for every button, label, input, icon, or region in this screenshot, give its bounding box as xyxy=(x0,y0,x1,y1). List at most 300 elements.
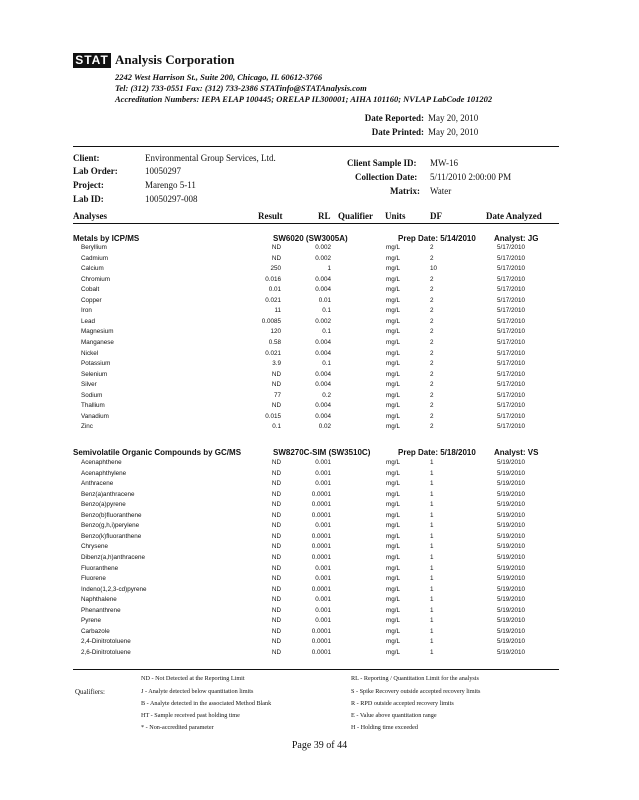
legend-e: E - Value above quantitation range xyxy=(351,712,437,719)
date-analyzed-value: 5/19/2010 xyxy=(497,469,526,477)
date-analyzed-value: 5/17/2010 xyxy=(497,412,526,420)
analyte-name: Thallium xyxy=(81,402,105,410)
df-value: 2 xyxy=(430,275,434,283)
units-value: mg/L xyxy=(386,596,400,604)
rl-value: 0.0001 xyxy=(311,543,331,551)
units-value: mg/L xyxy=(386,307,400,315)
units-value: mg/L xyxy=(386,402,400,410)
result-value: ND xyxy=(271,402,281,410)
df-value: 1 xyxy=(430,543,434,551)
date-analyzed-value: 5/17/2010 xyxy=(497,370,526,378)
df-value: 1 xyxy=(430,606,434,614)
table-row xyxy=(0,318,639,328)
result-value: ND xyxy=(271,459,281,466)
df-value: 2 xyxy=(430,423,434,431)
units-value: mg/L xyxy=(386,317,400,325)
sample-id-value: MW-16 xyxy=(430,158,458,168)
rl-value: 0.0001 xyxy=(311,490,331,498)
date-analyzed-value: 5/19/2010 xyxy=(497,627,526,635)
units-value: mg/L xyxy=(386,553,400,561)
col-qualifier: Qualifier xyxy=(338,211,373,221)
legend-nd: ND - Not Detected at the Reporting Limit xyxy=(141,675,245,682)
matrix-value: Water xyxy=(430,186,452,196)
units-value: mg/L xyxy=(386,522,400,530)
df-value: 1 xyxy=(430,564,434,572)
df-value: 1 xyxy=(430,532,434,540)
analyte-name: Acenaphthylene xyxy=(81,469,127,477)
table-row xyxy=(0,392,639,402)
rl-value: 0.004 xyxy=(315,338,331,346)
rl-value: 0.0001 xyxy=(311,511,331,519)
df-value: 1 xyxy=(430,617,434,625)
legend-b: B - Analyte detected in the associated Method Blank xyxy=(141,700,272,707)
df-value: 2 xyxy=(430,307,434,315)
result-value: 0.021 xyxy=(265,349,281,357)
svoc-prep-date: Prep Date: 5/18/2010 xyxy=(398,448,476,457)
analyte-name: Dibenz(a,h)anthracene xyxy=(81,553,146,561)
table-row xyxy=(0,328,639,338)
rl-value: 0.001 xyxy=(315,564,331,572)
analyte-name: Fluoranthene xyxy=(81,564,119,572)
result-value: ND xyxy=(271,648,281,656)
analyte-name: Chrysene xyxy=(81,543,108,551)
date-analyzed-value: 5/19/2010 xyxy=(497,575,526,583)
rl-value: 0.002 xyxy=(315,317,331,325)
df-value: 2 xyxy=(430,286,434,294)
analyte-name: Sodium xyxy=(81,391,103,399)
legend-rl: RL - Reporting / Quantitation Limit for the analysis xyxy=(351,675,479,682)
units-value: mg/L xyxy=(386,381,400,389)
result-value: 0.0085 xyxy=(261,317,281,325)
lab-order-value: 10050297 xyxy=(145,166,181,176)
table-row xyxy=(0,350,639,360)
analyte-name: Benzo(a)pyrene xyxy=(81,501,126,509)
date-analyzed-value: 5/19/2010 xyxy=(497,543,526,551)
table-row xyxy=(0,533,639,543)
legend-j: J - Analyte detected below quantitation limits xyxy=(141,688,254,695)
analyte-name: Chromium xyxy=(81,275,111,283)
df-value: 2 xyxy=(430,254,434,262)
company-name: Analysis Corporation xyxy=(115,52,235,67)
result-value: ND xyxy=(271,381,281,389)
result-value: ND xyxy=(271,617,281,625)
result-value: 0.016 xyxy=(265,275,281,283)
client-label: Client: xyxy=(73,153,100,163)
df-value: 1 xyxy=(430,490,434,498)
lab-id-value: 10050297-008 xyxy=(145,194,198,204)
rl-value: 0.1 xyxy=(322,307,331,315)
units-value: mg/L xyxy=(386,265,400,273)
date-analyzed-value: 5/17/2010 xyxy=(497,254,526,262)
rl-value: 0.02 xyxy=(318,423,331,431)
rl-value: 0.004 xyxy=(315,275,331,283)
date-analyzed-value: 5/17/2010 xyxy=(497,391,526,399)
df-value: 2 xyxy=(430,349,434,357)
date-analyzed-value: 5/19/2010 xyxy=(497,553,526,561)
analyte-name: Beryllium xyxy=(81,244,107,251)
analyte-name: Carbazole xyxy=(81,627,110,635)
rl-value: 0.0001 xyxy=(311,638,331,646)
units-value: mg/L xyxy=(386,511,400,519)
legend-s: S - Spike Recovery outside accepted recovery limits xyxy=(351,688,481,695)
analyte-name: Magnesium xyxy=(81,328,114,336)
company-address: 2242 West Harrison St., Suite 200, Chicago, IL 60612-3766 xyxy=(115,72,323,82)
analyte-name: Indeno(1,2,3-cd)pyrene xyxy=(81,585,147,593)
table-row xyxy=(0,255,639,265)
rl-value: 0.001 xyxy=(315,469,331,477)
page-number: Page 39 of 44 xyxy=(291,740,348,751)
df-value: 2 xyxy=(430,381,434,389)
table-row xyxy=(0,480,639,490)
date-analyzed-value: 5/19/2010 xyxy=(497,480,526,488)
analyte-name: Phenanthrene xyxy=(81,606,121,614)
units-value: mg/L xyxy=(386,564,400,572)
metals-analyst: Analyst: JG xyxy=(494,234,539,243)
table-row xyxy=(0,607,639,617)
table-row xyxy=(0,265,639,275)
analyte-name: Cobalt xyxy=(81,286,100,294)
table-row xyxy=(0,339,639,349)
date-analyzed-value: 5/17/2010 xyxy=(497,307,526,315)
df-value: 1 xyxy=(430,501,434,509)
rl-value: 0.001 xyxy=(315,596,331,604)
rl-value: 0.001 xyxy=(315,459,331,466)
units-value: mg/L xyxy=(386,627,400,635)
table-row xyxy=(0,423,639,433)
rl-value: 0.001 xyxy=(315,617,331,625)
result-value: ND xyxy=(271,522,281,530)
result-value: ND xyxy=(271,627,281,635)
date-analyzed-value: 5/19/2010 xyxy=(497,648,526,656)
units-value: mg/L xyxy=(386,244,400,251)
col-analyses: Analyses xyxy=(73,211,108,221)
df-value: 1 xyxy=(430,480,434,488)
analyte-name: Zinc xyxy=(81,423,93,431)
stat-logo: STAT xyxy=(73,53,111,68)
df-value: 1 xyxy=(430,638,434,646)
table-row xyxy=(0,470,639,480)
project-label: Project: xyxy=(73,180,104,190)
date-analyzed-value: 5/17/2010 xyxy=(497,286,526,294)
table-row xyxy=(0,459,639,469)
result-value: ND xyxy=(271,575,281,583)
analyte-name: Nickel xyxy=(81,349,99,357)
df-value: 1 xyxy=(430,553,434,561)
date-analyzed-value: 5/19/2010 xyxy=(497,617,526,625)
header-underline xyxy=(73,223,559,224)
result-value: 0.021 xyxy=(265,296,281,304)
analyte-name: Pyrene xyxy=(81,617,101,625)
date-analyzed-value: 5/17/2010 xyxy=(497,317,526,325)
df-value: 2 xyxy=(430,317,434,325)
table-row xyxy=(0,586,639,596)
units-value: mg/L xyxy=(386,490,400,498)
analyte-name: Selenium xyxy=(81,370,108,378)
table-row xyxy=(0,575,639,585)
df-value: 2 xyxy=(430,338,434,346)
date-analyzed-value: 5/17/2010 xyxy=(497,423,526,431)
date-analyzed-value: 5/17/2010 xyxy=(497,402,526,410)
collection-date-label: Collection Date: xyxy=(355,172,418,182)
df-value: 1 xyxy=(430,469,434,477)
df-value: 2 xyxy=(430,360,434,368)
units-value: mg/L xyxy=(386,254,400,262)
lab-order-label: Lab Order: xyxy=(73,166,118,176)
units-value: mg/L xyxy=(386,469,400,477)
result-value: ND xyxy=(271,511,281,519)
footer-divider xyxy=(73,669,559,670)
analyte-name: Anthracene xyxy=(81,480,114,488)
date-analyzed-value: 5/17/2010 xyxy=(497,381,526,389)
rl-value: 0.002 xyxy=(315,254,331,262)
df-value: 1 xyxy=(430,522,434,530)
date-analyzed-value: 5/19/2010 xyxy=(497,585,526,593)
date-analyzed-value: 5/17/2010 xyxy=(497,360,526,368)
col-units: Units xyxy=(385,211,406,221)
result-value: ND xyxy=(271,585,281,593)
table-row xyxy=(0,638,639,648)
units-value: mg/L xyxy=(386,606,400,614)
date-analyzed-value: 5/19/2010 xyxy=(497,490,526,498)
analyte-name: Silver xyxy=(81,381,97,389)
units-value: mg/L xyxy=(386,296,400,304)
rl-value: 0.0001 xyxy=(311,648,331,656)
table-row xyxy=(0,554,639,564)
analyte-name: Naphthalene xyxy=(81,596,117,604)
result-value: 11 xyxy=(274,307,281,315)
analyte-name: 2,6-Dinitrotoluene xyxy=(81,648,131,656)
table-row xyxy=(0,491,639,501)
col-df: DF xyxy=(430,211,442,221)
units-value: mg/L xyxy=(386,638,400,646)
analyte-name: Acenaphthene xyxy=(81,459,122,466)
analyte-name: Manganese xyxy=(81,338,114,346)
analyte-name: Iron xyxy=(81,307,92,315)
units-value: mg/L xyxy=(386,360,400,368)
units-value: mg/L xyxy=(386,338,400,346)
table-row xyxy=(0,649,639,659)
rl-value: 0.001 xyxy=(315,606,331,614)
metals-method: SW6020 (SW3005A) xyxy=(273,234,348,243)
col-rl: RL xyxy=(318,211,331,221)
units-value: mg/L xyxy=(386,275,400,283)
analyte-name: Potassium xyxy=(81,360,111,368)
date-analyzed-value: 5/19/2010 xyxy=(497,511,526,519)
rl-value: 0.0001 xyxy=(311,501,331,509)
df-value: 2 xyxy=(430,244,434,251)
date-analyzed-value: 5/19/2010 xyxy=(497,596,526,604)
table-row xyxy=(0,286,639,296)
result-value: ND xyxy=(271,553,281,561)
table-row xyxy=(0,402,639,412)
collection-date-value: 5/11/2010 2:00:00 PM xyxy=(430,172,512,182)
table-row xyxy=(0,244,639,254)
df-value: 1 xyxy=(430,596,434,604)
table-row xyxy=(0,297,639,307)
svoc-method: SW8270C-SIM (SW3510C) xyxy=(273,448,371,457)
date-analyzed-value: 5/19/2010 xyxy=(497,638,526,646)
date-analyzed-value: 5/17/2010 xyxy=(497,296,526,304)
analyte-name: Lead xyxy=(81,317,96,325)
table-row xyxy=(0,596,639,606)
rl-value: 0.1 xyxy=(322,328,331,336)
result-value: 0.015 xyxy=(265,412,281,420)
result-value: 0.01 xyxy=(268,286,281,294)
legend-na: * - Non-accredited parameter xyxy=(141,724,214,731)
result-value: ND xyxy=(271,244,281,251)
rl-value: 0.004 xyxy=(315,412,331,420)
units-value: mg/L xyxy=(386,423,400,431)
date-analyzed-value: 5/19/2010 xyxy=(497,564,526,572)
result-value: ND xyxy=(271,469,281,477)
table-row xyxy=(0,565,639,575)
df-value: 2 xyxy=(430,391,434,399)
result-value: ND xyxy=(271,564,281,572)
col-result: Result xyxy=(258,211,283,221)
result-value: ND xyxy=(271,532,281,540)
df-value: 1 xyxy=(430,627,434,635)
units-value: mg/L xyxy=(386,585,400,593)
result-value: ND xyxy=(271,501,281,509)
rl-value: 0.01 xyxy=(318,296,331,304)
analyte-name: Copper xyxy=(81,296,102,304)
analyte-name: Benz(a)anthracene xyxy=(81,490,135,498)
analyte-name: Vanadium xyxy=(81,412,109,420)
units-value: mg/L xyxy=(386,459,400,466)
df-value: 1 xyxy=(430,585,434,593)
analyte-name: Cadmium xyxy=(81,254,108,262)
rl-value: 0.001 xyxy=(315,480,331,488)
project-value: Marengo 5-11 xyxy=(145,180,196,190)
df-value: 2 xyxy=(430,370,434,378)
qualifiers-label: Qualifiers: xyxy=(75,688,105,696)
units-value: mg/L xyxy=(386,349,400,357)
rl-value: 0.001 xyxy=(315,575,331,583)
date-analyzed-value: 5/17/2010 xyxy=(497,338,526,346)
result-value: ND xyxy=(271,370,281,378)
svoc-analyst: Analyst: VS xyxy=(494,448,539,457)
date-analyzed-value: 5/19/2010 xyxy=(497,501,526,509)
result-value: 77 xyxy=(273,391,281,399)
company-contact: Tel: (312) 733-0551 Fax: (312) 733-2386 STATinfo@STATAnalysis.com xyxy=(115,83,367,93)
analyte-name: Calcium xyxy=(81,265,104,273)
accreditation-numbers: Accreditation Numbers: IEPA ELAP 100445; ORELAP IL300001; AIHA 101160; NVLAP LabCode 101202 xyxy=(115,94,493,104)
table-row xyxy=(0,307,639,317)
client-value: Environmental Group Services, Ltd. xyxy=(145,153,276,163)
date-analyzed-value: 5/19/2010 xyxy=(497,459,526,466)
rl-value: 1 xyxy=(327,265,331,273)
rl-value: 0.004 xyxy=(315,349,331,357)
rl-value: 0.1 xyxy=(322,360,331,368)
divider xyxy=(73,146,559,147)
rl-value: 0.004 xyxy=(315,370,331,378)
df-value: 1 xyxy=(430,648,434,656)
rl-value: 0.2 xyxy=(322,391,331,399)
df-value: 2 xyxy=(430,402,434,410)
table-row xyxy=(0,501,639,511)
date-printed-label: Date Printed: xyxy=(371,127,424,137)
date-analyzed-value: 5/17/2010 xyxy=(497,265,526,273)
date-analyzed-value: 5/17/2010 xyxy=(497,328,526,336)
df-value: 1 xyxy=(430,575,434,583)
table-row xyxy=(0,617,639,627)
result-value: 250 xyxy=(270,265,281,273)
table-row xyxy=(0,360,639,370)
units-value: mg/L xyxy=(386,412,400,420)
units-value: mg/L xyxy=(386,391,400,399)
metals-section-title: Metals by ICP/MS xyxy=(73,234,140,243)
date-analyzed-value: 5/17/2010 xyxy=(497,244,526,251)
table-row xyxy=(0,512,639,522)
rl-value: 0.0001 xyxy=(311,553,331,561)
rl-value: 0.004 xyxy=(315,381,331,389)
legend-h: H - Holding time exceeded xyxy=(351,724,419,731)
units-value: mg/L xyxy=(386,328,400,336)
result-value: ND xyxy=(271,638,281,646)
table-row xyxy=(0,628,639,638)
lab-id-label: Lab ID: xyxy=(73,194,104,204)
df-value: 2 xyxy=(430,296,434,304)
units-value: mg/L xyxy=(386,575,400,583)
analyte-name: Benzo(k)fluoranthene xyxy=(81,532,142,540)
analyte-name: Benzo(b)fluoranthene xyxy=(81,511,142,519)
result-value: 120 xyxy=(270,328,281,336)
rl-value: 0.004 xyxy=(315,402,331,410)
rl-value: 0.004 xyxy=(315,286,331,294)
rl-value: 0.0001 xyxy=(311,585,331,593)
result-value: ND xyxy=(271,606,281,614)
legend-r: R - RPD outside accepted recovery limits xyxy=(351,700,454,707)
result-value: ND xyxy=(271,480,281,488)
table-row xyxy=(0,522,639,532)
units-value: mg/L xyxy=(386,532,400,540)
units-value: mg/L xyxy=(386,286,400,294)
date-reported-label: Date Reported: xyxy=(364,113,424,123)
result-value: ND xyxy=(271,596,281,604)
table-row xyxy=(0,276,639,286)
date-analyzed-value: 5/19/2010 xyxy=(497,522,526,530)
result-value: 0.1 xyxy=(272,423,281,431)
legend-ht: HT - Sample received past holding time xyxy=(141,712,240,719)
result-value: 0.58 xyxy=(268,338,281,346)
col-date-analyzed: Date Analyzed xyxy=(486,211,542,221)
date-analyzed-value: 5/17/2010 xyxy=(497,275,526,283)
rl-value: 0.0001 xyxy=(311,532,331,540)
df-value: 2 xyxy=(430,328,434,336)
date-analyzed-value: 5/19/2010 xyxy=(497,606,526,614)
df-value: 1 xyxy=(430,459,434,466)
df-value: 1 xyxy=(430,511,434,519)
analyte-name: Benzo(g,h,i)perylene xyxy=(81,522,140,530)
date-analyzed-value: 5/19/2010 xyxy=(497,532,526,540)
table-row xyxy=(0,381,639,391)
matrix-label: Matrix: xyxy=(390,186,420,196)
table-row xyxy=(0,543,639,553)
df-value: 10 xyxy=(430,265,438,273)
metals-prep-date: Prep Date: 5/14/2010 xyxy=(398,234,476,243)
sample-id-label: Client Sample ID: xyxy=(347,158,417,168)
svoc-section-title: Semivolatile Organic Compounds by GC/MS xyxy=(73,448,242,457)
rl-value: 0.0001 xyxy=(311,627,331,635)
result-value: 3.9 xyxy=(272,360,281,368)
rl-value: 0.001 xyxy=(315,522,331,530)
result-value: ND xyxy=(271,254,281,262)
analyte-name: Fluorene xyxy=(81,575,106,583)
units-value: mg/L xyxy=(386,370,400,378)
result-value: ND xyxy=(271,543,281,551)
date-analyzed-value: 5/17/2010 xyxy=(497,349,526,357)
analyte-name: 2,4-Dinitrotoluene xyxy=(81,638,131,646)
